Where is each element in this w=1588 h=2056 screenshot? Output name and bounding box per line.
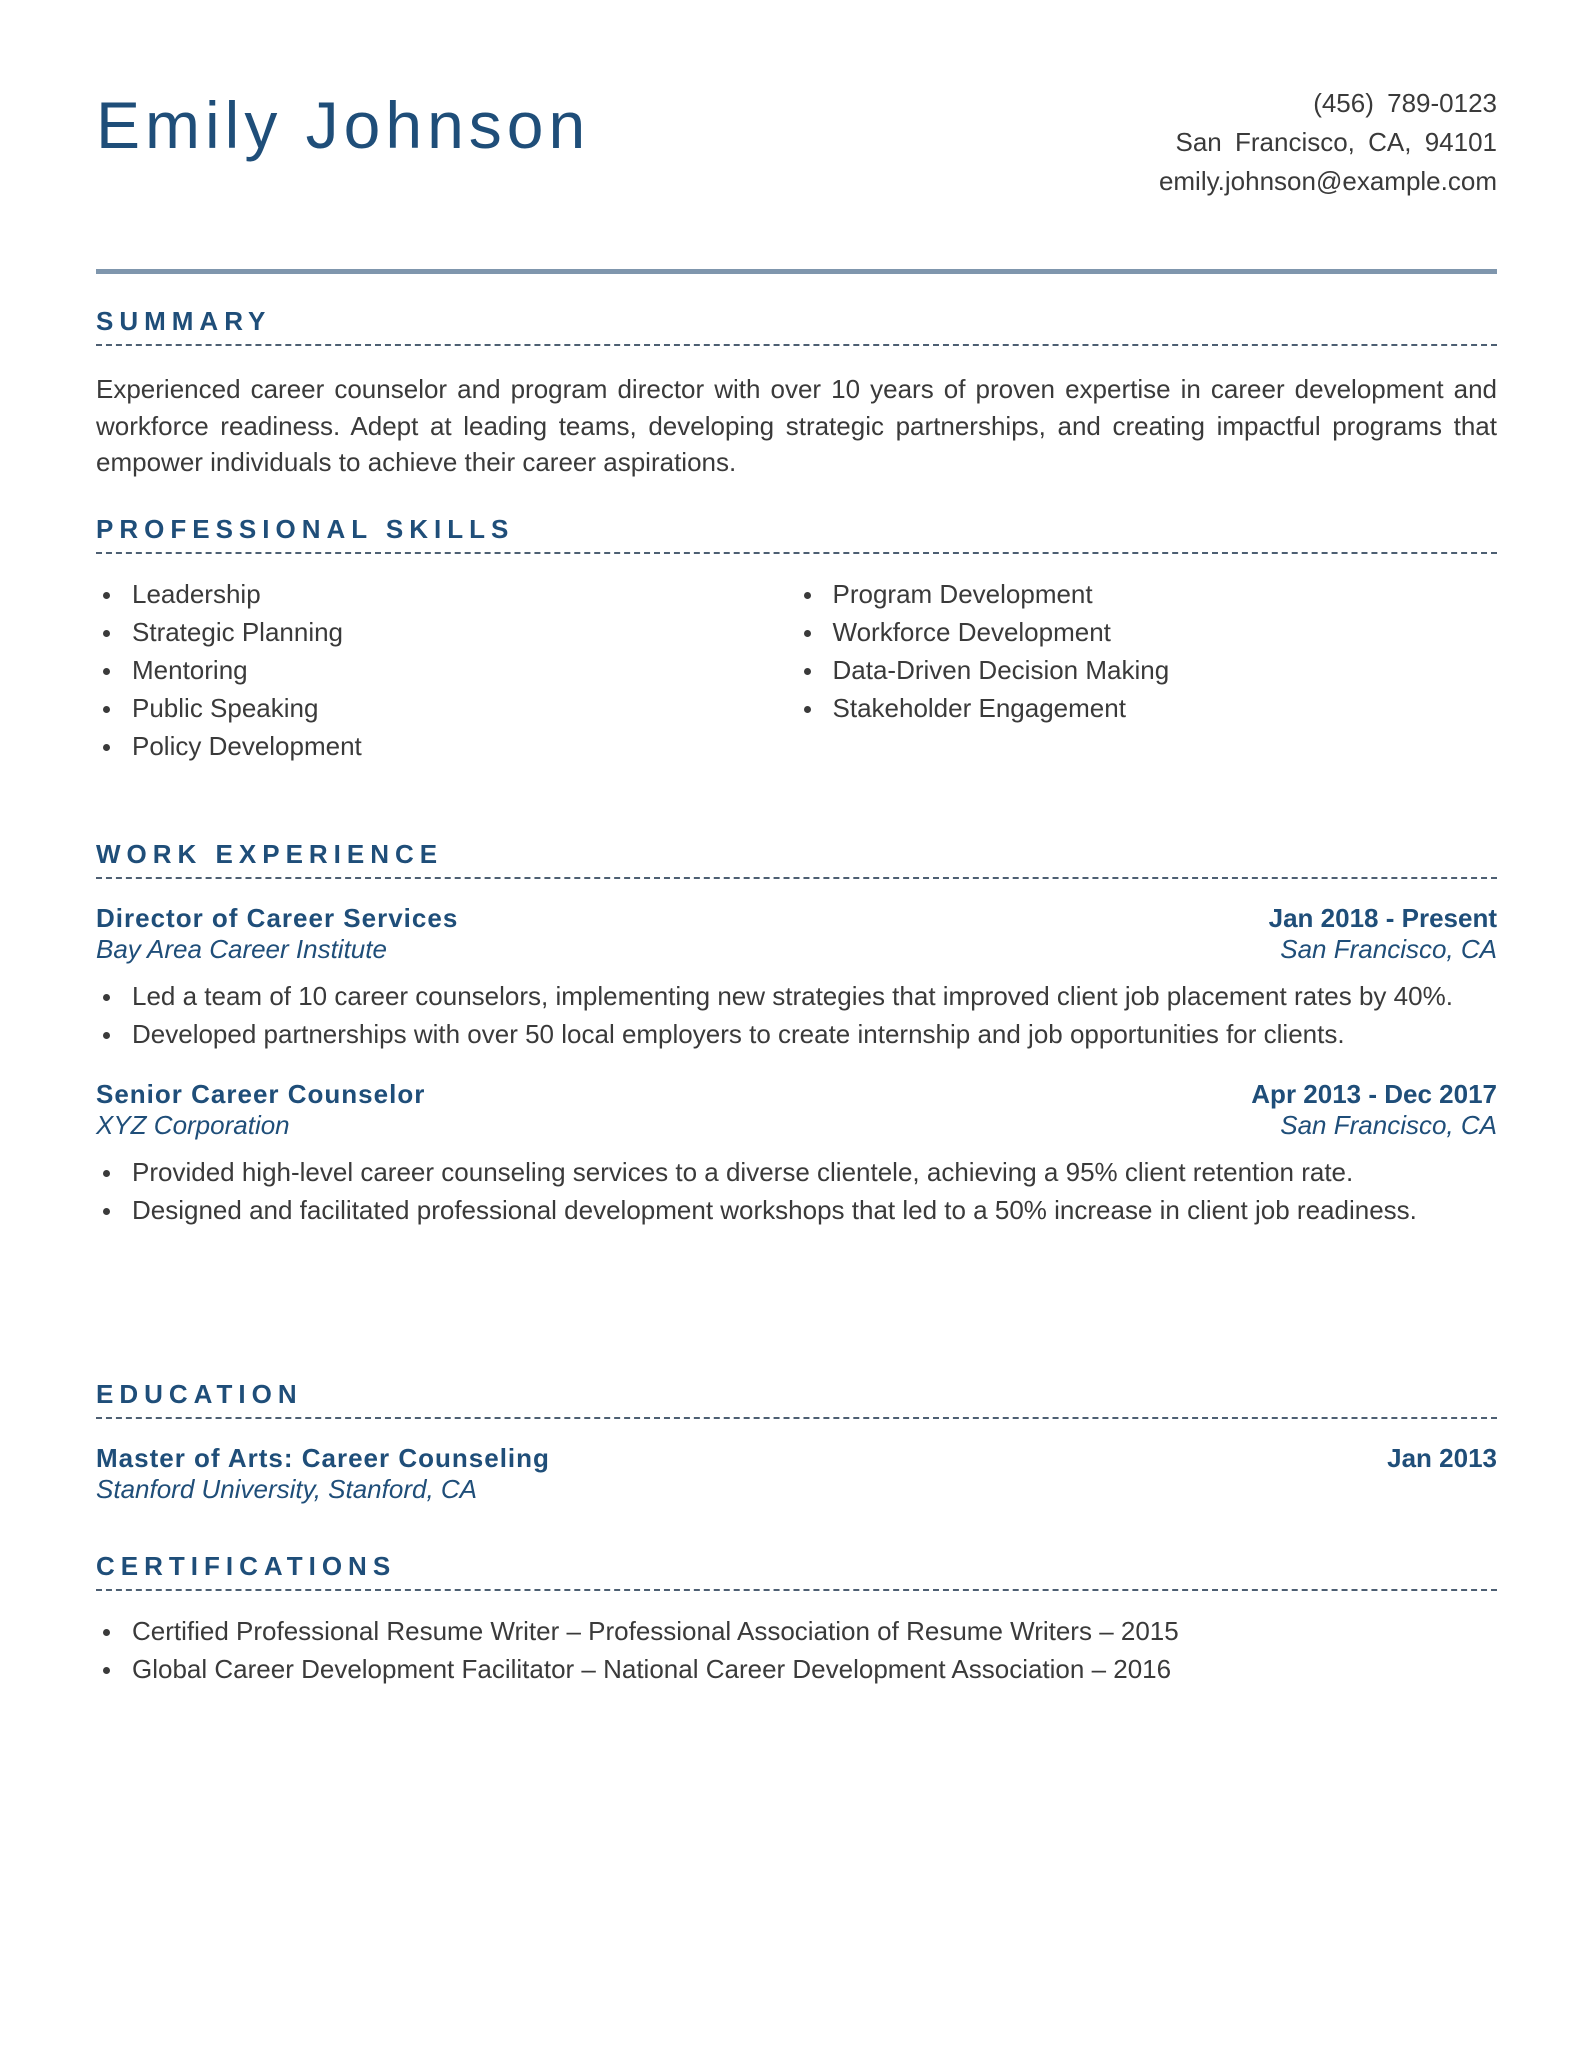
candidate-name: Emily Johnson (96, 88, 591, 162)
job-bullets (96, 1153, 1497, 1229)
job-org-row (96, 934, 1497, 965)
resume-header (96, 0, 1497, 272)
list-item: Mentoring (96, 651, 797, 689)
summary-heading: SUMMARY (96, 306, 1497, 346)
contact-email: emily.johnson@example.com (1158, 166, 1497, 196)
education-section (96, 1379, 1497, 1505)
job-entry (96, 903, 1497, 1053)
summary-text: Experienced career counselor and program director with over 10 years of proven expertise in career development and workforce readiness. Adept at leading teams, developing strategic partnerships, and creating impactful programs that empower individuals to achieve their career aspirations. (96, 374, 1497, 477)
education-entry (96, 1443, 1497, 1505)
list-item: Stakeholder Engagement (797, 689, 1498, 727)
job-entry (96, 1079, 1497, 1229)
skills-right-list (797, 575, 1498, 765)
experience-section (96, 839, 1497, 1229)
header-divider (96, 269, 1497, 274)
job-location: San Francisco, CA (1280, 934, 1497, 964)
contact-phone: (456) 789-0123 (1313, 88, 1497, 118)
education-header-row (96, 1443, 1497, 1474)
degree-date: Jan 2013 (1387, 1443, 1497, 1473)
job-dates: Apr 2013 - Dec 2017 (1251, 1079, 1497, 1109)
resume-page (96, 0, 1497, 1684)
job-org-row (96, 1110, 1497, 1141)
list-item: Global Career Development Facilitator – National Career Development Association – 2016 (96, 1650, 1497, 1688)
list-item: Public Speaking (96, 689, 797, 727)
job-title: Director of Career Services (96, 903, 459, 933)
list-item: Policy Development (96, 727, 797, 765)
list-item: Strategic Planning (96, 613, 797, 651)
degree-title: Master of Arts: Career Counseling (96, 1443, 550, 1473)
list-item: Leadership (96, 575, 797, 613)
experience-heading: WORK EXPERIENCE (96, 839, 1497, 879)
list-item: Developed partnerships with over 50 local employers to create internship and job opportunities for clients. (96, 1015, 1497, 1053)
list-item: Workforce Development (797, 613, 1498, 651)
skills-section (96, 514, 1497, 765)
job-location: San Francisco, CA (1280, 1110, 1497, 1140)
job-header-row (96, 903, 1497, 934)
certifications-list (96, 1612, 1497, 1688)
job-organization: XYZ Corporation (96, 1110, 290, 1140)
list-item: Certified Professional Resume Writer – Professional Association of Resume Writers – 2015 (96, 1612, 1497, 1650)
list-item: Provided high-level career counseling services to a diverse clientele, achieving a 95% client retention rate. (96, 1153, 1497, 1191)
list-item: Led a team of 10 career counselors, implementing new strategies that improved client job placement rates by 40%. (96, 977, 1497, 1015)
job-dates: Jan 2018 - Present (1268, 903, 1497, 933)
skills-heading: PROFESSIONAL SKILLS (96, 514, 1497, 554)
job-bullets (96, 977, 1497, 1053)
skills-left-list (96, 575, 797, 765)
list-item: Program Development (797, 575, 1498, 613)
summary-section (96, 306, 1497, 481)
contact-block (1159, 84, 1497, 201)
certifications-section (96, 1551, 1497, 1688)
education-heading: EDUCATION (96, 1379, 1497, 1419)
job-title: Senior Career Counselor (96, 1079, 426, 1109)
job-header-row (96, 1079, 1497, 1110)
job-organization: Bay Area Career Institute (96, 934, 387, 964)
list-item: Designed and facilitated professional development workshops that led to a 50% increase in client job readiness. (96, 1191, 1497, 1229)
certifications-heading: CERTIFICATIONS (96, 1551, 1497, 1591)
education-school-row (96, 1474, 1497, 1505)
contact-location: San Francisco, CA, 94101 (1175, 127, 1497, 157)
list-item: Data-Driven Decision Making (797, 651, 1498, 689)
school-name: Stanford University, Stanford, CA (96, 1474, 478, 1504)
skills-columns (96, 575, 1497, 765)
